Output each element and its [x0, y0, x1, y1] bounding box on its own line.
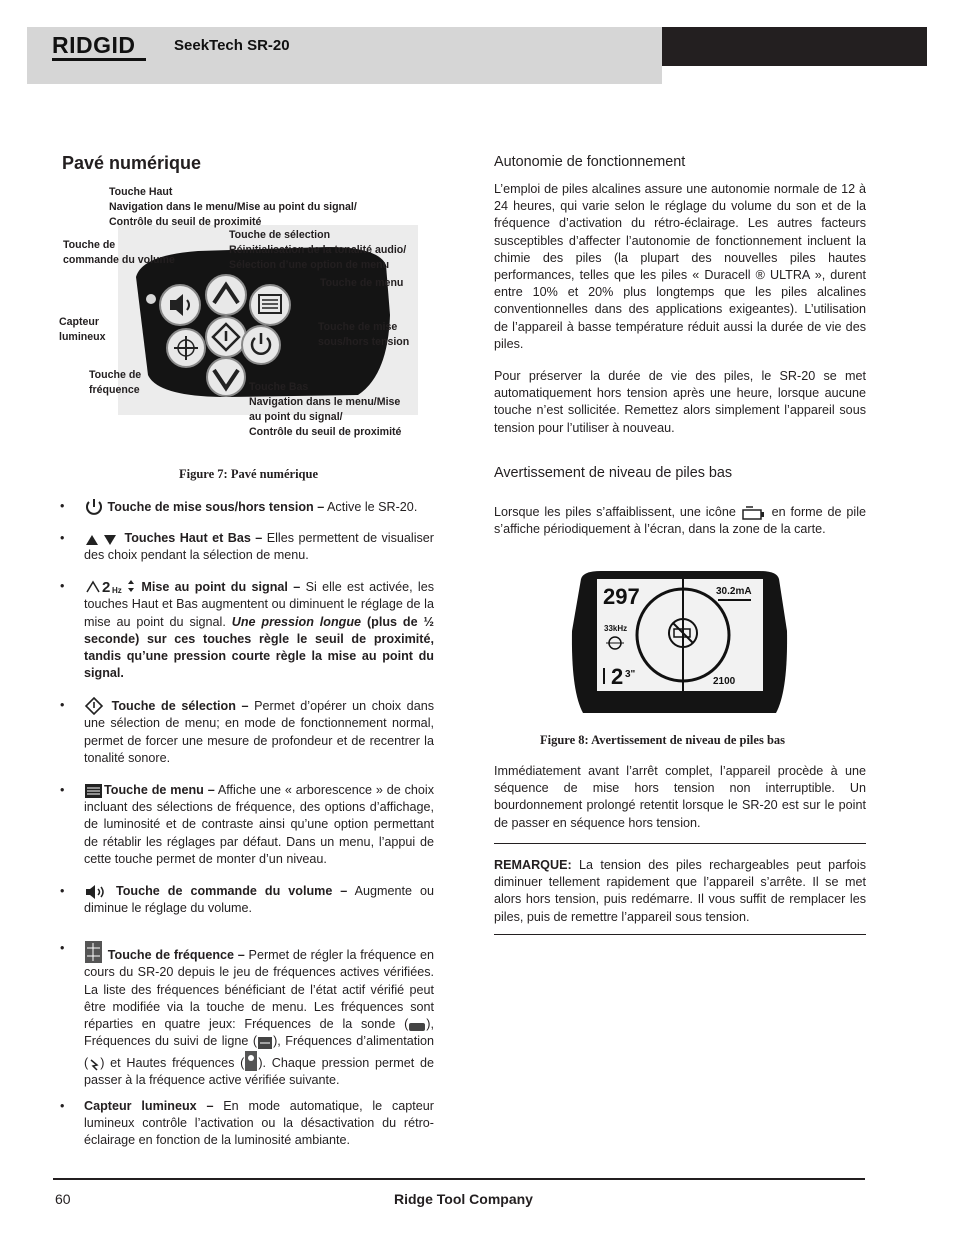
bullet-updown	[60, 530, 434, 564]
paragraph-auto-off: Pour préserver la durée de vie des piles, le SR-20 se met automatiquement hors tension après une heure, lorsque aucune touche n’est sollicitée. Remettez alors simplement l’appareil sous tension pour l’utiliser à nouveau.	[494, 369, 866, 435]
label-select-title: Touche de sélection	[229, 229, 331, 241]
bullet-light-sensor	[60, 1098, 434, 1150]
footer-rule	[53, 1178, 865, 1180]
figure-8-caption: Figure 8: Avertissement de niveau de piles bas	[540, 733, 786, 747]
bullet-focus	[60, 578, 434, 682]
label-up-title: Touche Haut	[109, 186, 173, 198]
bullet-freq-text4: ) et Hautes fréquences (	[100, 1056, 245, 1071]
label-down-line2: au point du signal/	[249, 411, 343, 423]
high-frequency-icon	[244, 1050, 258, 1072]
label-volume-line2: commande du volume	[63, 254, 175, 266]
bullet-dot: •	[60, 941, 65, 956]
bullet-freq-text3: ), Fréquences d’alimentation (	[84, 1034, 435, 1071]
bullet-menu-bold: Touche de menu –	[104, 783, 215, 798]
ridgid-logo	[52, 31, 148, 61]
label-freq-line2: fréquence	[89, 384, 140, 396]
bullet-menu-text: Affiche une « arborescence » de choix incluant des sélections de fréquence, des options d’affichage, de luminosité et de contraste ainsi qu’une option permettant de rétablir les réglages par défaut. Dans un menu, l’appui de cette touche permet de monter d’un niveau.	[84, 783, 434, 866]
bullet-dot: •	[60, 531, 65, 545]
bullet-freq-text2: ), Fréquences du suivi de ligne (	[84, 1017, 434, 1049]
bullet-frequency	[60, 940, 434, 1089]
label-down-line3: Contrôle du seuil de proximité	[249, 426, 402, 438]
bullet-power-text: Active le SR-20.	[324, 499, 418, 514]
bullet-updown-bold: Touches Haut et Bas –	[124, 531, 263, 545]
heading-autonomie: Autonomie de fonctionnement	[494, 154, 686, 170]
header-underbar	[27, 66, 662, 84]
battery-icon	[741, 505, 767, 521]
bullet-focus-italic: Une pression longue	[231, 614, 362, 629]
bullet-dot: •	[60, 884, 65, 899]
sonde-icon	[408, 1021, 426, 1033]
footer-company: Ridge Tool Company	[394, 1191, 533, 1207]
down-key-icon	[207, 358, 245, 396]
power-icon	[84, 498, 104, 516]
up-key-icon	[206, 275, 246, 315]
note-text: La tension des piles rechargeables peut parfois diminuer tellement rapidement que l’appareil s’arrête. Il se met alors hors tension, puis redémarre. Il vous suffit de remplacer les piles, puis de remettre l’appareil sous tension.	[494, 858, 866, 924]
bullet-freq-text5: ). Chaque pression permet de passer à la fréquence active vérifiée suivante.	[84, 1056, 434, 1088]
select-icon	[84, 697, 106, 715]
note-label: REMARQUE:	[494, 858, 572, 872]
label-up-line1: Navigation dans le menu/Mise au point du signal/	[109, 201, 357, 213]
lcd-feet: 2	[611, 664, 624, 689]
volume-icon	[84, 884, 108, 900]
bullet-menu	[60, 782, 434, 868]
svg-text:Hz: Hz	[112, 586, 122, 596]
frequency-icon	[84, 940, 104, 964]
bullet-freq-bold: Touche de fréquence –	[107, 948, 245, 963]
menu-icon	[84, 783, 104, 799]
bullet-select	[60, 697, 434, 767]
bullet-power	[60, 498, 434, 516]
bullet-dot: •	[60, 579, 65, 594]
bullet-power-bold: Touche de mise sous/hors tension –	[107, 499, 325, 514]
lcd-screen-image	[571, 571, 788, 713]
label-up-line2: Contrôle du seuil de proximité	[109, 216, 262, 228]
bullet-dot: •	[60, 698, 65, 713]
menu-key-icon	[250, 285, 290, 325]
label-power-line1: Touche de mise	[318, 321, 398, 333]
select-key-icon	[206, 317, 246, 357]
lcd-distance: 2100	[713, 676, 736, 687]
label-volume-line1: Touche de	[63, 239, 116, 251]
lcd-display	[571, 571, 788, 713]
lcd-inches: 3"	[625, 669, 636, 680]
label-down-line1: Navigation dans le menu/Mise	[249, 396, 401, 408]
low-battery-text-a: Lorsque les piles s’affaiblissent, une icône	[494, 505, 741, 519]
bullet-focus-bold2: (plus de ½ seconde) sur ces touches règle le seuil de proximité, tandis qu’une pression courte règle la mise au point du signal.	[84, 614, 434, 681]
bullet-sensor-text: En mode automatique, le capteur lumineux contrôle l’activation ou la désactivation du rétro-éclairage en fonction de la luminosité ambiante.	[84, 1098, 434, 1148]
line-trace-icon	[257, 1036, 273, 1050]
bullet-dot: •	[60, 783, 65, 798]
up-down-arrows-icon	[84, 532, 120, 547]
figure-7-caption: Figure 7: Pavé numérique	[179, 467, 318, 481]
paragraph-autonomie: L’emploi de piles alcalines assure une autonomie normale de 12 à 24 heures, qui varie selon le réglage du volume du son et de la fréquence d’activation du rétro-éclairage. Les autres facteurs susceptibles d’affecter l’autonomie de fonctionnement incluent la chimie des piles (la plupart des nouvelles piles hautes performances, telles que les piles « Duracell ® ULTRA », durent entre 10% et 20% plus longtemps que les piles alcalines conventionnelles dans des applications exigeantes). L’utilisation de l’appareil à basse température réduit aussi la durée de vie des piles.	[494, 182, 866, 351]
label-light-line1: Capteur	[59, 316, 100, 328]
bullet-freq-text1: Permet de régler la fréquence en cours du SR-20 depuis le jeu de fréquences actives vérifiées. La liste des fréquences bénéficiant de l’état actif vérifié peut être modifiée via la touche de menu. Les fréquences sont réparties en quatre jeux: Fréquences de la sonde (	[84, 948, 434, 1032]
bullet-dot: •	[60, 499, 65, 513]
product-title: SeekTech SR-20	[174, 37, 290, 54]
bullet-focus-bold: Mise au point du signal –	[141, 580, 301, 595]
label-menu: Touche de menu	[320, 277, 404, 289]
bullet-volume-bold: Touche de commande du volume –	[115, 884, 348, 899]
paragraph-shutdown: Immédiatement avant l’arrêt complet, l’appareil procède à une séquence de mise hors tension non interruptible. Un bourdonnement prolongé retentit lorsque le SR-20 est sur le point de passer en séquence hors tension.	[494, 764, 866, 830]
note-paragraph	[494, 857, 866, 926]
label-light-line2: lumineux	[59, 331, 106, 343]
bullet-sensor-bold: Capteur lumineux –	[84, 1098, 214, 1113]
power-key-icon	[242, 326, 280, 364]
bullet-select-text: Permet d’opérer un choix dans une sélection de menu; en mode de fonctionnement normal, permet de forcer une mesure de profondeur et de recentrer la tonalité sonore.	[84, 699, 434, 765]
bullet-volume-text: Augmente ou diminue le réglage du volume.	[84, 884, 434, 916]
svg-text:2: 2	[102, 579, 111, 597]
label-select-line2: Sélection d’une option de menu	[229, 259, 390, 271]
label-select-line1: Réinitialisation de la tonalité audio/	[229, 244, 407, 256]
heading-low-battery: Avertissement de niveau de piles bas	[494, 465, 733, 481]
label-freq-line1: Touche de	[89, 369, 142, 381]
bullet-list	[60, 498, 434, 1163]
lcd-depth: 297	[603, 584, 640, 609]
logo-text: RIDGID	[52, 32, 136, 58]
page-number: 60	[55, 1191, 71, 1207]
note-bottom-rule	[494, 934, 866, 935]
paragraph-low-battery	[494, 504, 866, 538]
bullet-volume	[60, 883, 434, 917]
bullet-updown-text: Elles permettent de visualiser des choix pendant la sélection de menu.	[84, 531, 435, 563]
section-title: Pavé numérique	[62, 153, 202, 173]
frequency-key-icon	[167, 329, 205, 367]
signal-focus-icon	[84, 578, 136, 596]
header-black-block	[662, 27, 927, 66]
note-top-rule	[494, 843, 866, 844]
bullet-select-bold: Touche de sélection –	[111, 699, 249, 714]
lcd-signal: 30.2mA	[716, 586, 752, 597]
light-sensor-dot	[146, 294, 156, 304]
power-frequency-icon	[88, 1058, 100, 1072]
logo-underline	[52, 58, 146, 61]
bullet-dot: •	[60, 1098, 65, 1113]
lcd-frequency: 33kHz	[604, 624, 628, 633]
bullet-focus-text: Si elle est activée, les touches Haut et Bas augmentent ou diminuent le réglage de la mise au point du signal.	[84, 580, 435, 629]
label-power-line2: sous/hors tension	[318, 336, 410, 348]
volume-key-icon	[160, 285, 200, 325]
label-down-title: Touche Bas	[249, 381, 309, 393]
low-battery-text-b: en forme de pile s’affiche périodiquement à l’écran, dans la zone de la carte.	[494, 505, 867, 537]
